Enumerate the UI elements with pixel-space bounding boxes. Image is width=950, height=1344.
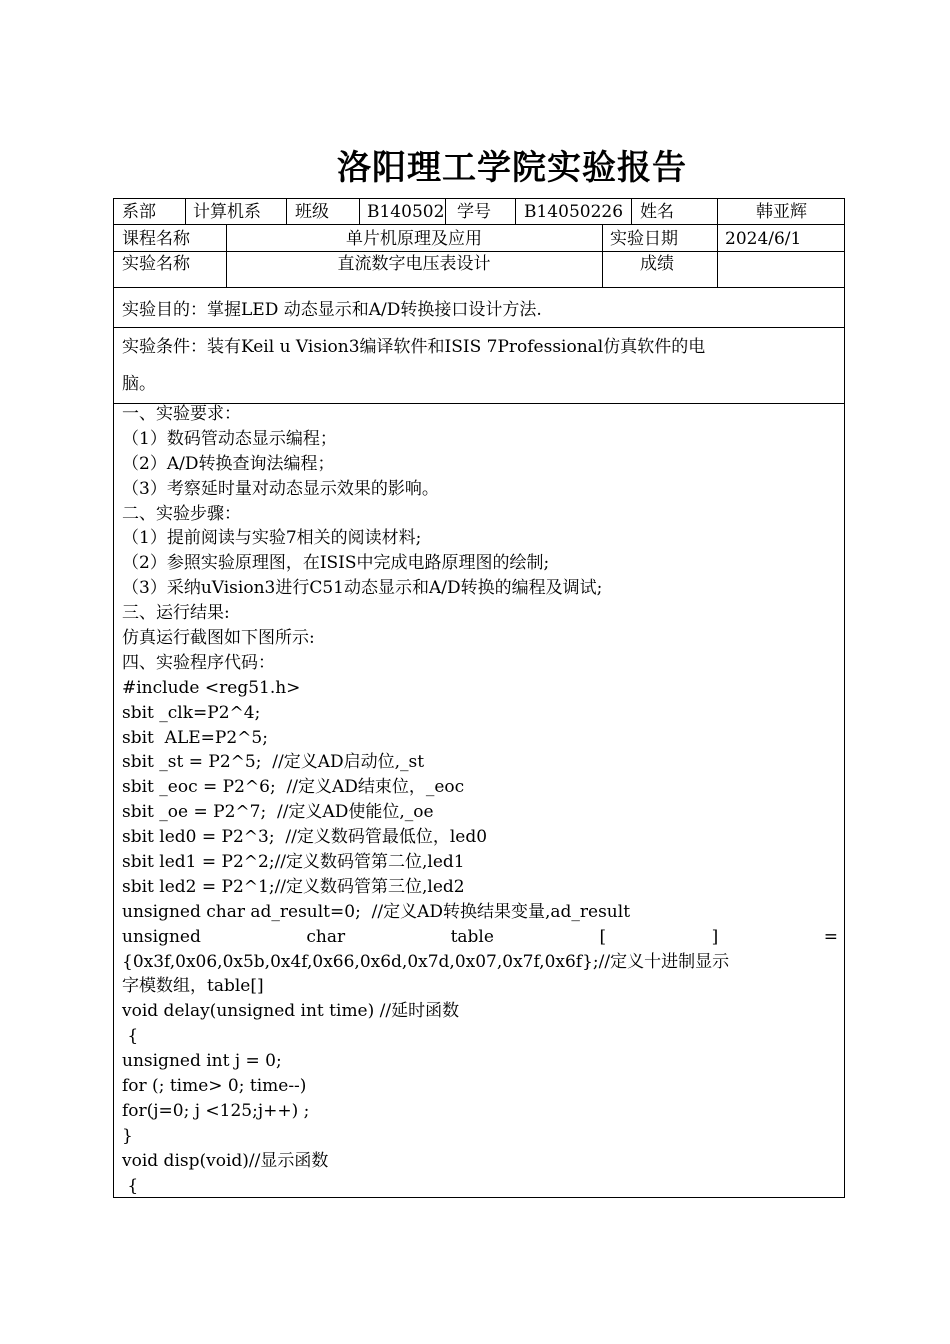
content-line: 二、实验步骤： (122, 503, 241, 524)
content-line: （1）提前阅读与实验7相关的阅读材料; (122, 528, 422, 549)
experiment-conditions-line1: 实验条件：装有Keil u Vision3编译软件和ISIS 7Professional仿真软件的电 (122, 337, 706, 357)
content-line: sbit led2 = P2^1;//定义数码管第三位,led2 (122, 876, 465, 897)
row-divider (114, 224, 844, 225)
content-line: sbit led1 = P2^2;//定义数码管第二位,led1 (122, 852, 465, 873)
row-divider (114, 327, 844, 328)
content-line: for(j=0; j <125;j++) ; (122, 1100, 310, 1121)
content-line: sbit _st = P2^5; //定义AD启动位,_st (122, 752, 425, 773)
content-line: unsigned char ad_result=0; //定义AD转换结果变量,ad_result (122, 901, 631, 922)
experiment-conditions-line2: 脑。 (122, 374, 156, 394)
course-label: 课程名称 (122, 229, 190, 249)
name-value: 韩亚辉 (756, 202, 807, 222)
content-line: （3）采纳uVision3进行C51动态显示和A/D转换的编程及调试; (122, 578, 603, 599)
content-line: void delay(unsigned int time) //延时函数 (122, 1001, 460, 1022)
experiment-purpose: 实验目的：掌握LED 动态显示和A/D转换接口设计方法. (122, 300, 542, 320)
experiment-label: 实验名称 (122, 254, 190, 274)
date-value: 2024/6/1 (725, 229, 802, 249)
row-divider (114, 287, 844, 288)
content-line: } (122, 1125, 133, 1146)
content-line: 三、运行结果: (122, 603, 230, 624)
report-content (122, 402, 838, 1199)
content-line: { (122, 1026, 139, 1047)
content-line: sbit _oe = P2^7; //定义AD使能位,_oe (122, 802, 434, 823)
content-line: 仿真运行截图如下图所示: (122, 628, 315, 649)
experiment-value: 直流数字电压表设计 (337, 254, 491, 274)
content-line: { (122, 1175, 139, 1196)
content-line: {0x3f,0x06,0x5b,0x4f,0x66,0x6d,0x7d,0x07,0x7f,0x6f};//定义十进制显示 (122, 951, 730, 972)
justified-code-line: unsigned char table [ ] = (122, 926, 838, 947)
dept-label: 系部 (122, 202, 156, 222)
content-line: （1）数码管动态显示编程； (122, 428, 337, 449)
score-label: 成绩 (640, 254, 674, 274)
content-line: unsigned int j = 0; (122, 1051, 282, 1072)
content-line: void disp(void)//显示函数 (122, 1150, 329, 1171)
class-label: 班级 (295, 202, 329, 222)
report-title: 洛阳理工学院实验报告 (337, 148, 687, 188)
class-value: B140502 (367, 202, 445, 222)
date-label: 实验日期 (610, 229, 678, 249)
content-line: for (; time> 0; time--) (122, 1076, 307, 1097)
content-line: #include <reg51.h> (122, 677, 301, 698)
content-line: （3）考察延时量对动态显示效果的影响。 (122, 478, 439, 499)
content-line: sbit _eoc = P2^6; //定义AD结束位，_eoc (122, 777, 465, 798)
content-line: 字模数组，table[] (122, 976, 264, 997)
content-line: （2）A/D转换查询法编程； (122, 453, 335, 474)
content-line: sbit led0 = P2^3; //定义数码管最低位，led0 (122, 827, 488, 848)
content-line: sbit _clk=P2^4; (122, 702, 261, 723)
content-line: （2）参照实验原理图，在ISIS中完成电路原理图的绘制; (122, 553, 550, 574)
content-line: 四、实验程序代码： (122, 652, 275, 673)
content-line: sbit ALE=P2^5; (122, 727, 268, 748)
id-value: B14050226 (524, 202, 624, 222)
content-line: 一、实验要求： (122, 404, 241, 424)
id-label: 学号 (457, 202, 491, 222)
dept-value: 计算机系 (193, 202, 261, 222)
name-label: 姓名 (640, 202, 674, 222)
course-value: 单片机原理及应用 (346, 229, 482, 249)
report-table (113, 198, 845, 1198)
